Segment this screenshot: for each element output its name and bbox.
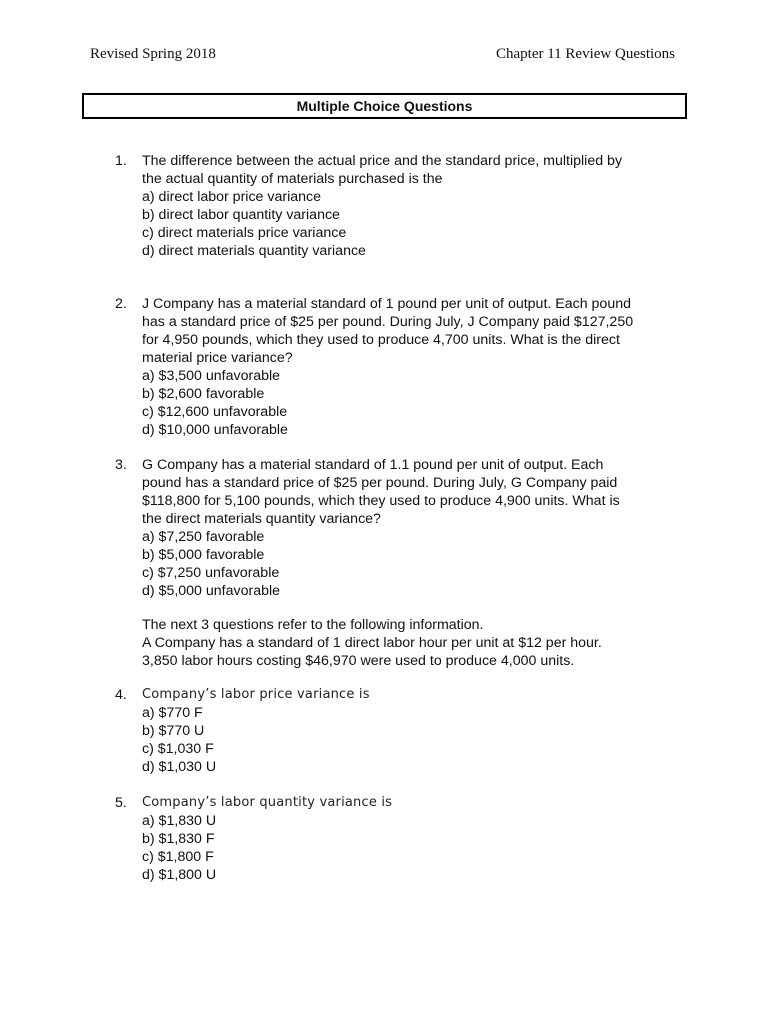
question-text-line: has a standard price of $25 per pound. During July, J Company paid $127,250	[142, 314, 634, 330]
answer-option: b) $5,000 favorable	[142, 547, 265, 563]
question-text-line: Company’s labor quantity variance is	[142, 795, 393, 810]
answer-option: a) $7,250 favorable	[142, 529, 265, 545]
answer-option: a) $1,830 U	[142, 813, 217, 829]
shared-info	[142, 616, 672, 670]
question-number: 1.	[115, 153, 127, 169]
question-text-line: The difference between the actual price and the standard price, multiplied by	[142, 153, 623, 169]
question-text-line: the direct materials quantity variance?	[142, 511, 381, 527]
answer-option: c) $1,800 F	[142, 849, 214, 865]
answer-option: a) $3,500 unfavorable	[142, 368, 281, 384]
answer-option: b) $2,600 favorable	[142, 386, 265, 402]
answer-option: a) direct labor price variance	[142, 189, 321, 205]
answer-option: b) $770 U	[142, 723, 205, 739]
answer-option: c) direct materials price variance	[142, 225, 347, 241]
question-text-line: material price variance?	[142, 350, 293, 366]
answer-option: c) $1,030 F	[142, 741, 214, 757]
question-4	[115, 686, 675, 776]
answer-option: b) $1,830 F	[142, 831, 215, 847]
answer-option: c) $12,600 unfavorable	[142, 404, 288, 420]
question-number: 5.	[115, 795, 127, 811]
question-3	[115, 456, 675, 600]
answer-option: b) direct labor quantity variance	[142, 207, 340, 223]
question-text-line: the actual quantity of materials purchased is the	[142, 171, 443, 187]
header-right: Chapter 11 Review Questions	[496, 46, 675, 62]
question-number: 4.	[115, 687, 127, 703]
question-text-line: J Company has a material standard of 1 pound per unit of output. Each pound	[142, 296, 631, 312]
answer-option: d) $10,000 unfavorable	[142, 422, 288, 438]
answer-option: d) direct materials quantity variance	[142, 243, 366, 259]
question-text-line: pound has a standard price of $25 per pound. During July, G Company paid	[142, 475, 618, 491]
question-5	[115, 794, 675, 884]
question-text-line: $118,800 for 5,100 pounds, which they used to produce 4,900 units. What is	[142, 493, 620, 509]
header-left: Revised Spring 2018	[90, 46, 216, 62]
answer-option: d) $5,000 unfavorable	[142, 583, 281, 599]
section-title: Multiple Choice Questions	[82, 93, 687, 119]
question-text-line: for 4,950 pounds, which they used to produce 4,700 units. What is the direct	[142, 332, 620, 348]
answer-option: d) $1,030 U	[142, 759, 217, 775]
question-text-line: Company’s labor price variance is	[142, 687, 370, 702]
answer-option: c) $7,250 unfavorable	[142, 565, 280, 581]
question-2	[115, 295, 675, 439]
question-number: 2.	[115, 296, 127, 312]
question-1	[115, 152, 675, 260]
question-number: 3.	[115, 457, 127, 473]
answer-option: d) $1,800 U	[142, 867, 217, 883]
info-line: 3,850 labor hours costing $46,970 were used to produce 4,000 units.	[142, 653, 575, 669]
info-line: A Company has a standard of 1 direct labor hour per unit at $12 per hour.	[142, 635, 602, 651]
info-line: The next 3 questions refer to the following information.	[142, 617, 484, 633]
answer-option: a) $770 F	[142, 705, 203, 721]
question-text-line: G Company has a material standard of 1.1 pound per unit of output. Each	[142, 457, 604, 473]
